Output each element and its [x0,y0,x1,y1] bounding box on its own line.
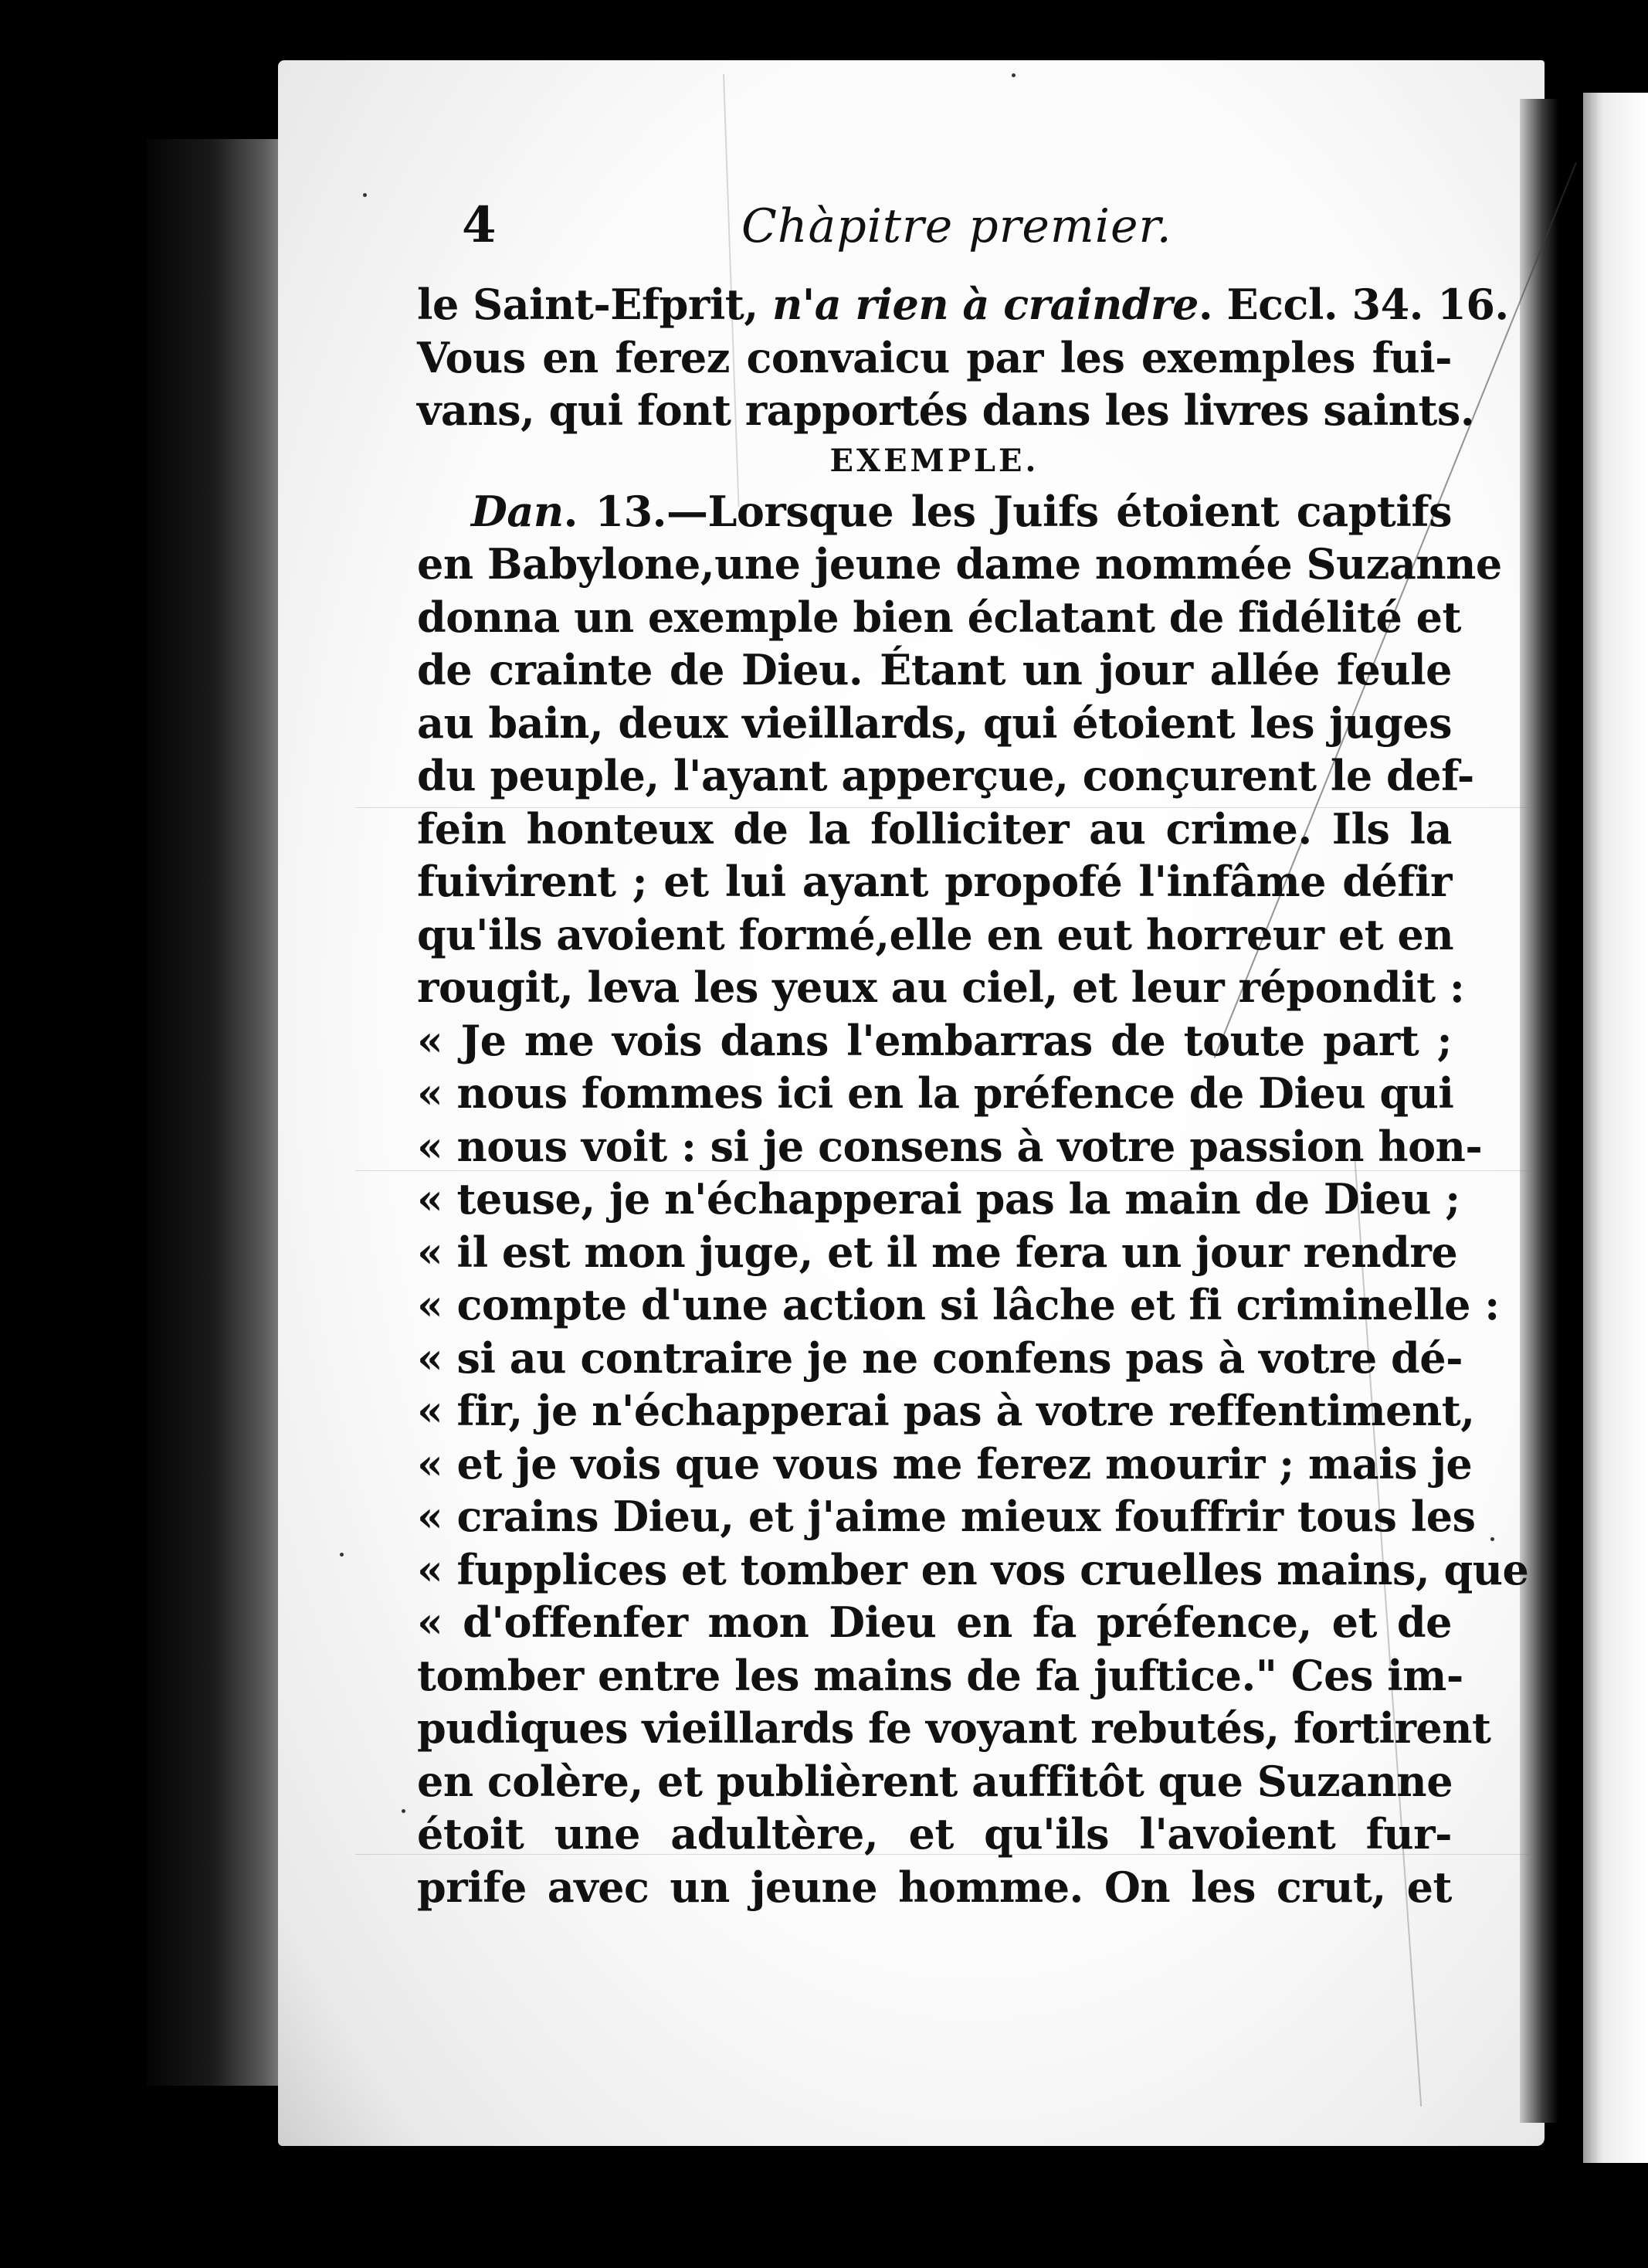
text-line [417,278,1509,331]
text-run: « si au contraire je ne confens pas à votre dé- [417,1333,1463,1383]
page-number: 4 [462,196,497,254]
binding-gutter-shadow [147,139,293,2086]
text-run: « Je me vois dans l'embarras de toute part ; [417,1015,1452,1065]
facing-page-edge [1583,93,1648,2163]
text-line [417,1067,1452,1120]
text-line [417,1120,1483,1173]
text-line [417,1596,1452,1649]
text-line [417,643,1452,697]
text-line [417,1543,1529,1597]
text-run: qu'ils avoient formé,elle en eut horreur et en [417,909,1454,959]
example-paragraph [417,485,1529,1914]
text-run: prife avec un jeune homme. On les crut, et [417,1862,1452,1912]
text-run: Vous en ferez convaicu par les exemples fui- [417,332,1452,382]
text-line [417,384,1475,437]
section-heading: EXEMPLE. [829,442,1039,479]
text-run: . Eccl. 34. 16. [1198,280,1509,329]
text-run: de crainte de Dieu. Étant un jour allée feule [417,645,1452,694]
text-line [417,1332,1463,1385]
text-line [417,1755,1452,1808]
text-line [417,538,1502,591]
text-run: étoit une adultère, et qu'ils l'avoient fur- [417,1809,1452,1859]
text-run: « il est mon juge, et il me fera un jour rendre [417,1227,1458,1277]
text-line [417,1278,1500,1332]
dust-speck [340,1553,344,1557]
text-run: « crains Dieu, et j'aime mieux fouffrir tous les [417,1492,1476,1541]
text-line [417,855,1452,908]
text-run: « nous voit : si je consens à votre passion hon- [417,1121,1483,1171]
text-line [417,1808,1452,1861]
page-edge-shadow [1520,99,1558,2123]
text-line [417,961,1465,1014]
text-line [417,1173,1460,1226]
dust-speck [1012,73,1016,77]
text-run: « fir, je n'échapperai pas à votre reffentiment, [417,1386,1475,1435]
intro-paragraph [417,278,1509,437]
italic-text-run: Dan [471,486,564,536]
text-run: « fupplices et tomber en vos cruelles mains, que [417,1544,1529,1594]
text-run: au bain, deux vieillards, qui étoient les juges [417,698,1452,748]
dust-speck [363,193,367,197]
text-line [417,803,1452,856]
page-header [417,178,1467,278]
text-line [417,697,1452,750]
text-run: fein honteux de la folliciter au crime. Ils la [417,803,1452,854]
text-run: « nous fommes ici en la préfence de Dieu qui [417,1068,1454,1118]
text-line [417,1649,1463,1703]
text-line [417,1226,1458,1279]
text-line [417,331,1452,385]
text-line [417,749,1474,803]
text-run: en colère, et publièrent auffitôt que Suzanne [417,1756,1453,1806]
dust-speck [1490,1537,1494,1541]
text-run: donna un exemple bien éclatant de fidélité et [417,592,1461,642]
text-run: du peuple, l'ayant apperçue, conçurent le def- [417,751,1474,800]
text-run: « d'offenfer mon Dieu en fa préfence, et de [417,1597,1452,1647]
text-run: fuivirent ; et lui ayant propofé l'infâme défir [417,857,1452,906]
italic-text-run: n'a rien à craindre [771,280,1199,329]
page-text-block [417,178,1529,1913]
text-line [417,1438,1473,1491]
text-run: tomber entre les mains de fa juftice." Ces im- [417,1650,1463,1700]
text-run: pudiques vieillards fe voyant rebutés, fortirent [417,1703,1491,1753]
text-line [417,1384,1475,1438]
text-run: en Babylone,une jeune dame nommée Suzanne [417,539,1502,589]
running-head: Chàpitre premier. [741,199,1172,253]
text-run: rougit, leva les yeux au ciel, et leur répondit : [417,963,1465,1012]
text-run: « et je vois que vous me ferez mourir ; mais je [417,1438,1473,1489]
text-run: vans, qui font rapportés dans les livres saints. [417,385,1475,435]
dust-speck [402,1809,405,1813]
text-run: « teuse, je n'échapperai pas la main de Dieu ; [417,1174,1460,1224]
text-line [417,1490,1476,1543]
text-run: « compte d'une action si lâche et fi criminelle : [417,1280,1500,1329]
text-line [417,591,1461,644]
text-line [417,908,1452,962]
text-line [417,1014,1452,1068]
text-line [417,1702,1491,1755]
text-line [417,485,1452,538]
text-run: le Saint-Efprit, [417,280,772,329]
text-run: . 13.—Lorsque les Juifs étoient captifs [563,486,1452,536]
text-line [417,1861,1452,1914]
